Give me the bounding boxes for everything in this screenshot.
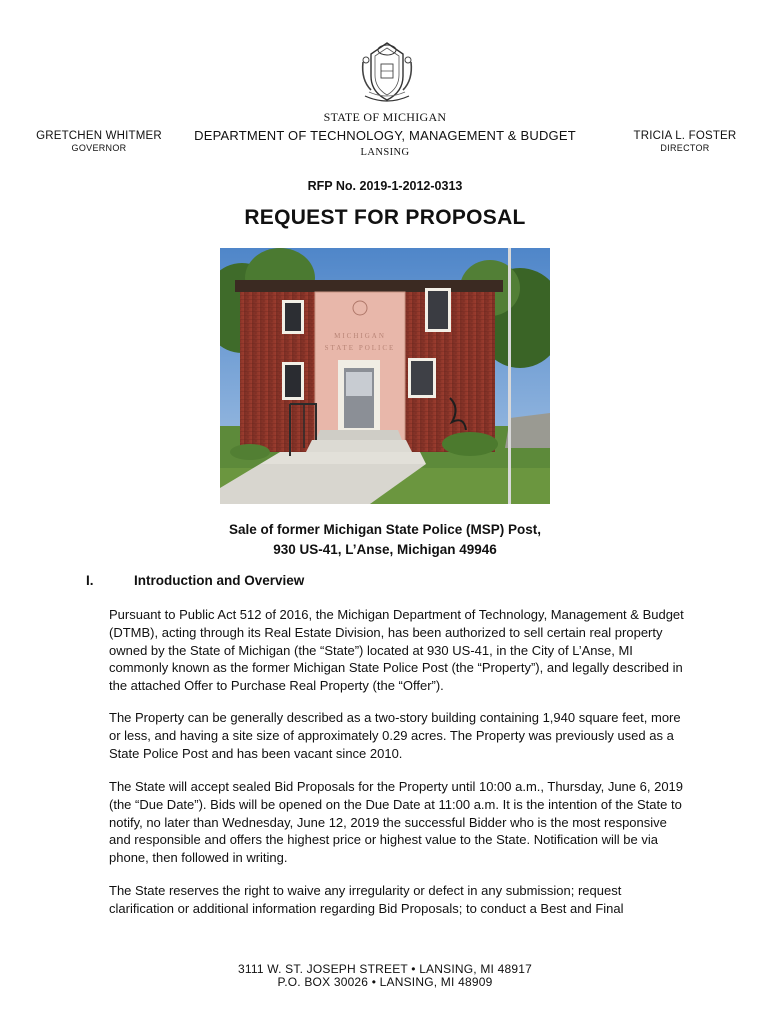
footer-address-line-1: 3111 W. ST. JOSEPH STREET • LANSING, MI 48917 [238,962,532,976]
department-name: DEPARTMENT OF TECHNOLOGY, MANAGEMENT & BUDGET [194,128,576,143]
rfp-number: RFP No. 2019-1-2012-0313 [307,179,463,193]
paragraph: Pursuant to Public Act 512 of 2016, the Michigan Department of Technology, Management & Budget (DTMB), acting through its Real Estate Division, has been authorized to sell certain real property owned by the State of Michigan (the “State”) located at 930 US-41, in the City of L’Anse, MI commonly known as the former Michigan State Police Post (the “Property”), and legally described in the attached Offer to Purchase Real Property (the “Offer”). [109,607,684,694]
sale-title-line-2: 930 US-41, L’Anse, Michigan 49946 [273,542,497,557]
department-city: LANSING [360,147,410,158]
state-name: STATE OF MICHIGAN [323,110,447,124]
governor-title: GOVERNOR [71,143,127,153]
footer-address-line-2: P.O. BOX 30026 • LANSING, MI 48909 [277,975,493,989]
paragraph: The State will accept sealed Bid Proposals for the Property until 10:00 a.m., Thursday, June 6, 2019 (the “Due Date”). Bids will be opened on the Due Date at 11:00 a.m. It is the intention of the State to notify, no later than Wednesday, June 12, 2019 the successful Bidder who is the most responsive and responsible and offers the highest price or highest value to the State. Notification will be via phone, then followed in writing. [109,779,684,866]
state-seal-icon [357,40,417,106]
sign-line-1: MICHIGAN [334,332,386,340]
section-number: I. [86,573,94,588]
paragraph: The Property can be generally described as a two-story building containing 1,940 square feet, more or less, and having a site size of approximately 0.29 acres. The Property was previously used as a State Police Post and has been vacant since 2010. [109,710,681,761]
building-photo [220,248,550,504]
paragraph: The State reserves the right to waive any irregularity or defect in any submission; request clarification or additional information regarding Bid Proposals; to conduct a Best and Final [109,883,624,916]
director-name: TRICIA L. FOSTER [633,130,737,142]
section-title: Introduction and Overview [134,573,305,588]
director-title: DIRECTOR [660,143,710,153]
document-title: REQUEST FOR PROPOSAL [244,206,526,229]
sale-title-line-1: Sale of former Michigan State Police (MSP) Post, [228,522,542,537]
sign-line-2: STATE POLICE [324,344,396,352]
governor-name: GRETCHEN WHITMER [36,130,162,142]
